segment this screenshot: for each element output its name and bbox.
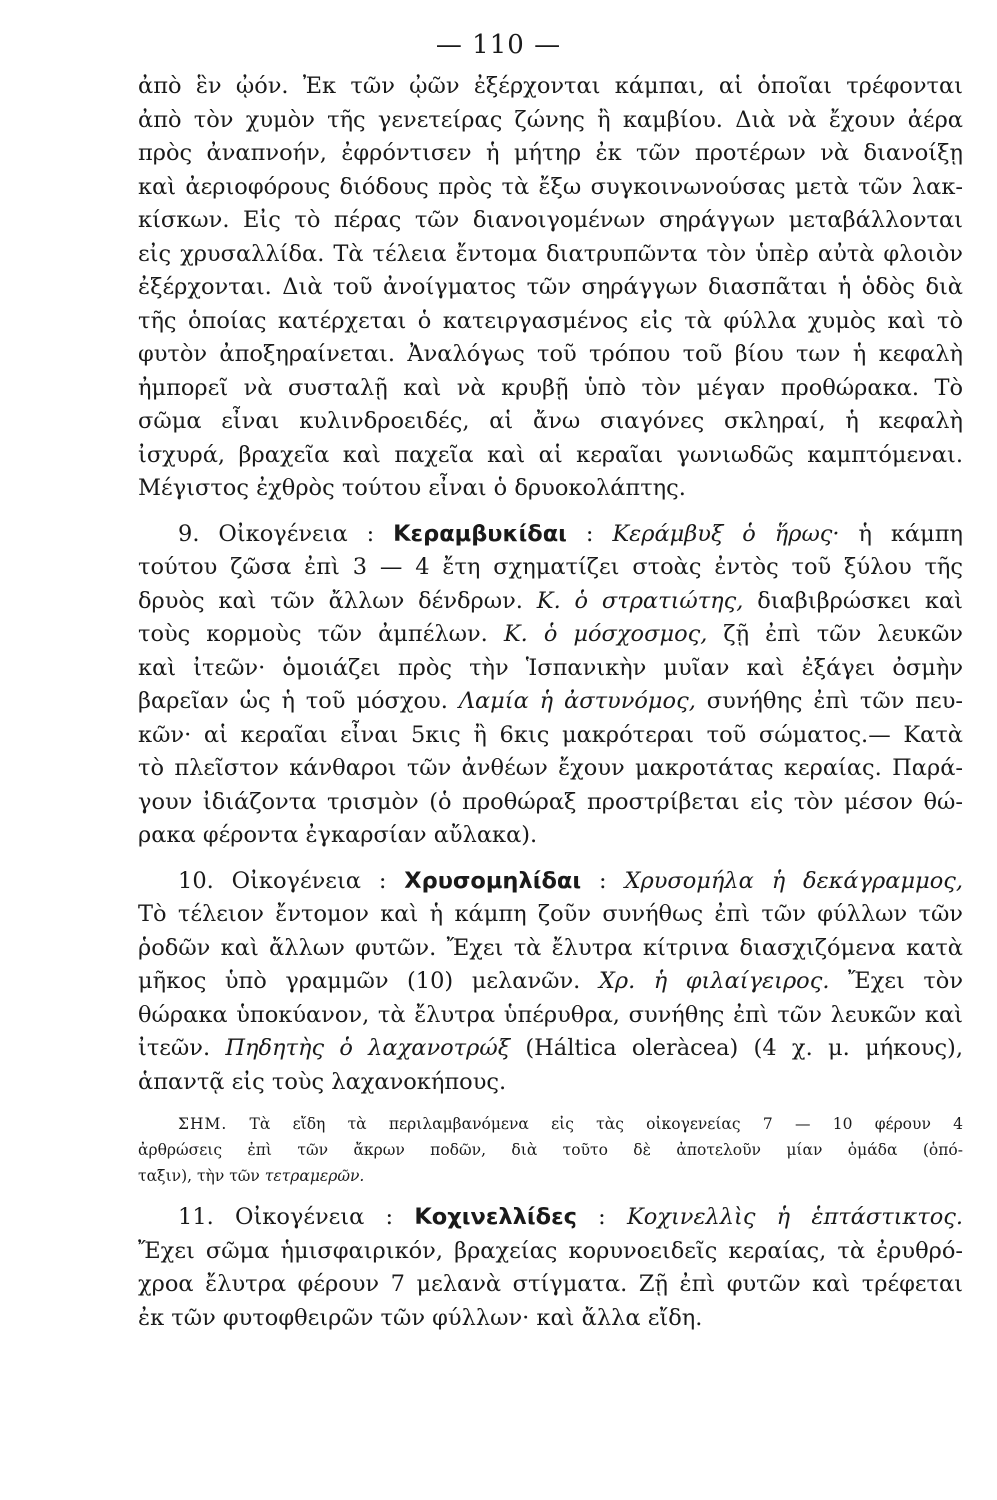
species-name: Κ. ὁ στρατιώτης, xyxy=(536,587,744,614)
section-heading-line: 11. Οἰκογένεια : Κοχινελλίδες : Κοχινελλὶς ἡ ἑπτάστικτος. xyxy=(178,1204,963,1230)
text-line: πρὸς ἀναπνοήν, ἐφρόντισεν ἡ μήτηρ ἐκ τῶν προτέρων νὰ διανοίξῃ xyxy=(138,140,963,166)
text-line: βαρεῖαν ὡς ἡ τοῦ μόσχου. Λαμία ἡ ἀστυνόμος, συνήθης ἐπὶ τῶν πευ- xyxy=(138,688,963,714)
text-line: κῶν· αἱ κεραῖαι εἶναι 5κις ἢ 6κις μακρότεραι τοῦ σώματος.— Κατὰ xyxy=(138,721,963,748)
text-line: ἐκ τῶν φυτοφθειρῶν τῶν φύλλων· καὶ ἄλλα εἴδη. xyxy=(138,1304,703,1331)
section-number: 11. Οἰκογένεια : xyxy=(178,1204,415,1230)
text-line: εἰς χρυσαλλίδα. Τὰ τέλεια ἔντομα διατρυπῶντα τὸν ὑπὲρ αὐτὰ φλοιὸν xyxy=(138,240,963,267)
text-line: ἁπαντᾷ εἰς τοὺς λαχανοκήπους. xyxy=(138,1068,507,1095)
text-line: θώρακα ὑποκύανον, τὰ ἔλυτρα ὑπέρυθρα, συνήθης ἐπὶ τῶν λευκῶν καὶ xyxy=(138,1001,963,1028)
text-line: τῆς ὁποίας κατέρχεται ὁ κατειργασμένος εἰς τὰ φύλλα χυμὸς καὶ τὸ xyxy=(138,307,963,334)
text-line: καὶ ἰτεῶν· ὁμοιάζει πρὸς τὴν Ἱσπανικὴν μυῖαν καὶ ἐξάγει ὀσμὴν xyxy=(138,654,963,681)
text-line: μῆκος ὑπὸ γραμμῶν (10) μελανῶν. Χρ. ἡ φιλαίγειρος. Ἔχει τὸν xyxy=(138,968,963,994)
text-line: Ἔχει σῶμα ἡμισφαιρικόν, βραχείας κορυνοειδεῖς κεραίας, τὰ ἐρυθρό- xyxy=(138,1237,963,1264)
text-line: σῶμα εἶναι κυλινδροειδές, αἱ ἄνω σιαγόνες σκληραί, ἡ κεφαλὴ xyxy=(138,408,963,434)
text-line: χροα ἔλυτρα φέρουν 7 μελανὰ στίγματα. Ζῇ ἐπὶ φυτῶν καὶ τρέφεται xyxy=(138,1271,963,1297)
note-line: ΣΗΜ. Τὰ εἴδη τὰ περιλαμβανόμενα εἰς τὰς οἰκογενείας 7 — 10 φέρουν 4 xyxy=(178,1115,963,1133)
section-heading-line: 9. Οἰκογένεια : Κεραμβυκίδαι : Κεράμβυξ ὁ ἥρως· ἡ κάμπη xyxy=(178,520,963,547)
section-number: 10. Οἰκογένεια : xyxy=(178,867,405,894)
section-family-10 xyxy=(138,865,963,1100)
family-name: Κεραμβυκίδαι xyxy=(393,520,567,547)
section-heading-line: 10. Οἰκογένεια : Χρυσομηλίδαι : Χρυσομήλα ἡ δεκάγραμμος, xyxy=(178,867,964,894)
species-name: Χρυσομήλα ἡ δεκάγραμμος, xyxy=(624,867,964,894)
section-family-11 xyxy=(138,1201,963,1335)
text-line: ἠμπορεῖ νὰ συσταλῇ καὶ νὰ κρυβῇ ὑπὸ τὸν μέγαν προθώρακα. Τὸ xyxy=(138,374,963,401)
family-name: Κοχινελλίδες xyxy=(414,1204,577,1230)
text-line: Μέγιστος ἐχθρὸς τούτου εἶναι ὁ δρυοκολάπτης. xyxy=(138,475,686,501)
species-name: Χρ. ἡ φιλαίγειρος. xyxy=(598,968,830,994)
text-line: δρυὸς καὶ τῶν ἄλλων δένδρων. Κ. ὁ στρατιώτης, διαβιβρώσκει καὶ xyxy=(138,587,963,614)
species-name: Κ. ὁ μόσχοσμος, xyxy=(503,621,708,647)
text-line: ἰσχυρά, βραχεῖα καὶ παχεῖα καὶ αἱ κεραῖαι γωνιωδῶς καμπτόμεναι. xyxy=(138,441,963,468)
note-label: ΣΗΜ. xyxy=(178,1115,228,1133)
text-line: ρακα φέροντα ἐγκαρσίαν αὔλακα). xyxy=(138,822,538,848)
page-number: — 110 — xyxy=(435,30,562,60)
text-line: τὸ πλεῖστον κάνθαροι τῶν ἀνθέων ἔχουν μακροτάτας κεραίας. Παρά- xyxy=(138,755,963,781)
family-name: Χρυσομηλίδαι xyxy=(404,867,582,894)
section-family-9 xyxy=(138,518,963,853)
footnote xyxy=(138,1111,963,1189)
text-line: καὶ ἀεριοφόρους διόδους πρὸς τὰ ἔξω συγκοινωνούσας μετὰ τῶν λακ- xyxy=(138,173,963,200)
section-number: 9. Οἰκογένεια : xyxy=(178,520,394,547)
text-line: ἀπὸ ἓν ᾠόν. Ἐκ τῶν ᾠῶν ἐξέρχονται κάμπαι, αἱ ὁποῖαι τρέφονται xyxy=(138,73,963,99)
paragraph-continuation xyxy=(138,70,963,506)
text-line: Τὸ τέλειον ἔντομον καὶ ἡ κάμπη ζοῦν συνήθως ἐπὶ τῶν φύλλων τῶν xyxy=(138,901,963,927)
page-body xyxy=(138,70,963,1335)
species-name: Κοχινελλὶς ἡ ἑπτάστικτος. xyxy=(626,1204,963,1230)
text-line: ἀπὸ τὸν χυμὸν τῆς γενετείρας ζώνης ἢ καμβίου. Διὰ νὰ ἔχουν ἀέρα xyxy=(138,106,963,133)
text-line: ῥοδῶν καὶ ἄλλων φυτῶν. Ἔχει τὰ ἔλυτρα κίτρινα διασχιζόμενα κατὰ xyxy=(138,934,963,961)
text-line: φυτὸν ἀποξηραίνεται. Ἀναλόγως τοῦ τρόπου τοῦ βίου των ἡ κεφαλὴ xyxy=(138,341,963,367)
text-line: ἰτεῶν. Πηδητὴς ὁ λαχανοτρώξ (Háltica oleràcea) (4 χ. μ. μήκους), xyxy=(138,1035,963,1061)
note-line: ἀρθρώσεις ἐπὶ τῶν ἄκρων ποδῶν, διὰ τοῦτο δὲ ἀποτελοῦν μίαν ὁμάδα (ὁπό- xyxy=(138,1141,963,1159)
text-line: τούτου ζῶσα ἐπὶ 3 — 4 ἔτη σχηματίζει στοὰς ἐντὸς τοῦ ξύλου τῆς xyxy=(138,554,963,580)
text-line: ἐξέρχονται. Διὰ τοῦ ἀνοίγματος τῶν σηράγγων διασπᾶται ἡ ὁδὸς διὰ xyxy=(138,274,963,300)
note-term: τετραμερῶν. xyxy=(264,1167,365,1185)
text-line: τοὺς κορμοὺς τῶν ἀμπέλων. Κ. ὁ μόσχοσμος, ζῇ ἐπὶ τῶν λευκῶν xyxy=(138,621,963,647)
species-name: Λαμία ἡ ἀστυνόμος, xyxy=(458,688,696,714)
species-name: Πηδητὴς ὁ λαχανοτρώξ xyxy=(225,1035,511,1061)
species-name: Κεράμβυξ ὁ ἥρως· xyxy=(612,520,840,547)
note-line: ταξιν), τὴν τῶν τετραμερῶν. xyxy=(138,1167,365,1185)
text-line: γουν ἰδιάζοντα τρισμὸν (ὁ προθώραξ προστρίβεται εἰς τὸν μέσον θώ- xyxy=(138,788,963,815)
text-line: κίσκων. Εἰς τὸ πέρας τῶν διανοιγομένων σηράγγων μεταβάλλονται xyxy=(138,207,963,233)
